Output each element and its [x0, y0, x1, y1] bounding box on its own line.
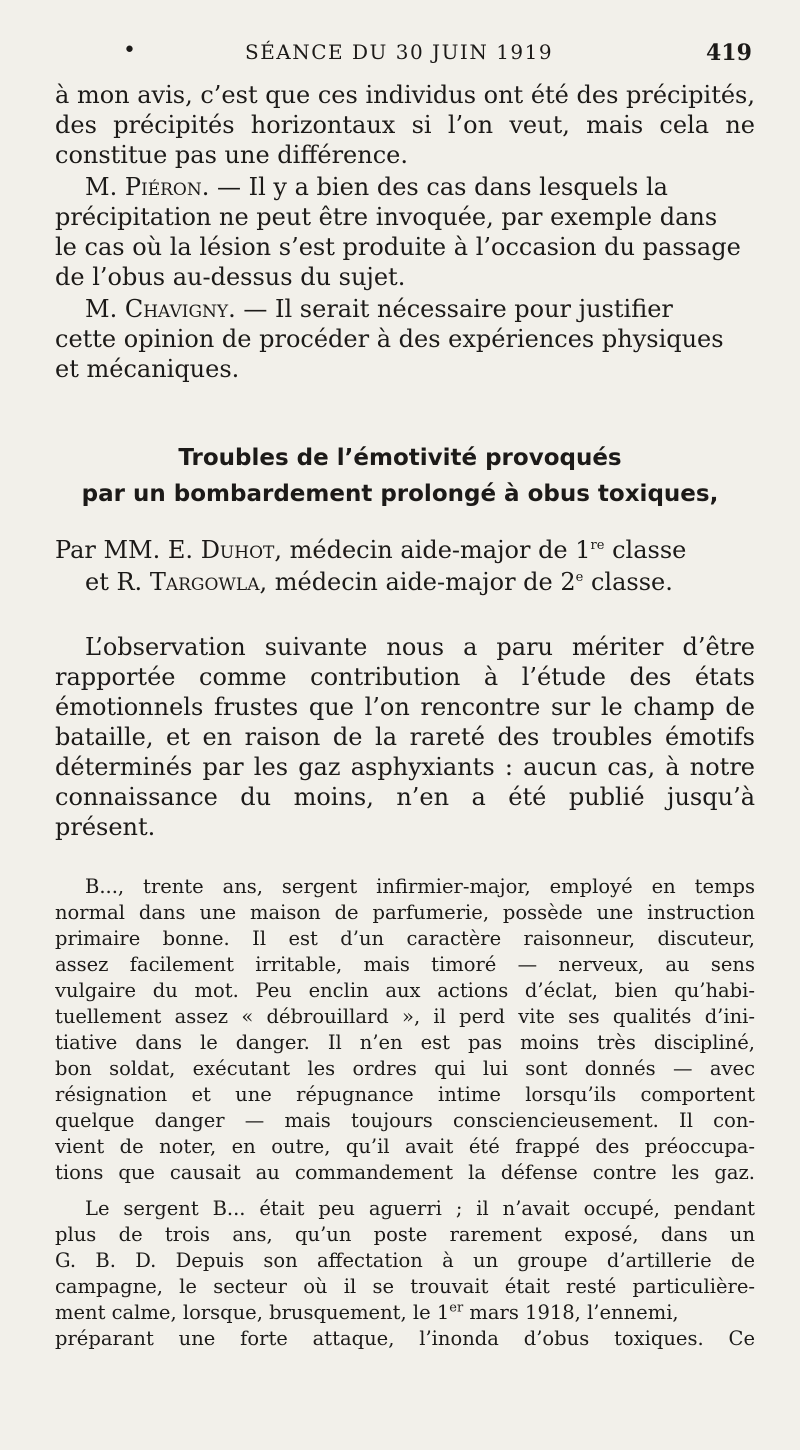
text-line: de l’obus au-dessus du sujet.: [55, 263, 406, 291]
text-line: bataille, et en raison de la rareté des troubles émotifs: [55, 723, 755, 751]
text-line: précipitation ne peut être invoquée, par exemple dans: [55, 203, 718, 231]
text-line: normal dans une maison de parfumerie, possède une instruction: [55, 901, 755, 924]
speaker-name: M. Chavigny.: [85, 295, 236, 323]
author-role: , médecin aide-major de 1: [274, 536, 591, 564]
chavigny-remark: [55, 294, 755, 384]
text-line: [55, 1300, 755, 1326]
text-line: B..., trente ans, sergent infirmier-major, employé en temps: [85, 875, 755, 898]
text-line: présent.: [55, 813, 156, 841]
ordinal-sup: e: [575, 570, 584, 585]
article-title: [0, 440, 800, 512]
title-line: Troubles de l’émotivité provoqués: [178, 445, 622, 471]
page-number: 419: [706, 40, 752, 66]
text-line: campagne, le secteur où il se trouvait était resté particulière-: [55, 1275, 755, 1298]
text-line: constitue pas une différence.: [55, 141, 408, 169]
text-line: connaissance du moins, n’en a été publié jusqu’à: [55, 783, 755, 811]
pieron-remark: [55, 172, 755, 292]
article-authors: [55, 534, 775, 598]
text-line: quelque danger — mais toujours consciencieusement. Il con-: [55, 1109, 755, 1132]
author-name: Targowla: [149, 568, 260, 596]
text-line: primaire bonne. Il est d’un caractère raisonneur, discuteur,: [55, 927, 755, 950]
header-bullet: •: [123, 38, 136, 63]
text-line: bon soldat, exécutant les ordres qui lui sont donnés — avec: [55, 1057, 755, 1080]
ordinal-sup: er: [449, 1300, 464, 1316]
intro-paragraph: [55, 632, 755, 842]
text-line: à mon avis, c’est que ces individus ont été des précipités,: [55, 81, 755, 109]
text-line: préparant une forte attaque, l’inonda d’obus toxiques. Ce: [55, 1327, 755, 1350]
text-line: assez facilement irritable, mais timoré — nerveux, au sens: [55, 953, 755, 976]
text-line: G. B. D. Depuis son affectation à un groupe d’artillerie de: [55, 1249, 755, 1272]
text-line: vient de noter, en outre, qu’il avait été frappé des préoccupa-: [55, 1135, 755, 1158]
text-line: plus de trois ans, qu’un poste rarement exposé, dans un: [55, 1223, 755, 1246]
text-line: des précipités horizontaux si l’on veut, mais cela ne: [55, 111, 755, 139]
case-paragraph-1: [55, 874, 755, 1186]
author-role: , médecin aide-major de 2: [259, 568, 576, 596]
text-line: le cas où la lésion s’est produite à l’occasion du passage: [55, 233, 741, 261]
running-title: SÉANCE DU 30 JUIN 1919: [245, 40, 554, 64]
author-class: classe.: [583, 568, 673, 596]
author-class: classe: [604, 536, 687, 564]
text-line: et mécaniques.: [55, 355, 240, 383]
continuation-paragraph: [55, 80, 755, 170]
author-prefix: Par MM. E.: [55, 536, 194, 564]
case-paragraph-2: [55, 1196, 755, 1352]
author-prefix: et R.: [85, 568, 143, 596]
speaker-text: — Il serait nécessaire pour justifier: [243, 295, 673, 323]
text-segment: ment calme, lorsque, brusquement, le 1: [55, 1301, 450, 1324]
speaker-text: — Il y a bien des cas dans lesquels la: [217, 173, 668, 201]
title-line: par un bombardement prolongé à obus toxiques,: [81, 481, 719, 507]
author-name: Duhot: [200, 536, 275, 564]
text-line: cette opinion de procéder à des expériences physiques: [55, 325, 724, 353]
text-line: émotionnels frustes que l’on rencontre sur le champ de: [55, 693, 755, 721]
text-line: tiative dans le danger. Il n’en est pas moins très discipliné,: [55, 1031, 755, 1054]
ordinal-sup: re: [590, 538, 605, 553]
speaker-name: M. Piéron.: [85, 173, 210, 201]
text-line: Le sergent B... était peu aguerri ; il n’avait occupé, pendant: [85, 1197, 755, 1220]
running-header: [0, 30, 800, 70]
text-line: [55, 172, 755, 202]
text-line: rapportée comme contribution à l’étude des états: [55, 663, 755, 691]
text-line: [55, 294, 755, 324]
text-line: tions que causait au commandement la défense contre les gaz.: [55, 1161, 755, 1184]
text-line: déterminés par les gaz asphyxiants : aucun cas, à notre: [55, 753, 755, 781]
text-segment: mars 1918, l’ennemi,: [463, 1301, 679, 1324]
author-line: [55, 534, 775, 566]
text-line: résignation et une répugnance intime lorsqu’ils comportent: [55, 1083, 755, 1106]
author-line: [55, 566, 775, 598]
text-line: L’observation suivante nous a paru mériter d’être: [85, 633, 755, 661]
text-line: vulgaire du mot. Peu enclin aux actions d’éclat, bien qu’habi-: [55, 979, 755, 1002]
text-line: tuellement assez « débrouillard », il perd vite ses qualités d’ini-: [55, 1005, 755, 1028]
